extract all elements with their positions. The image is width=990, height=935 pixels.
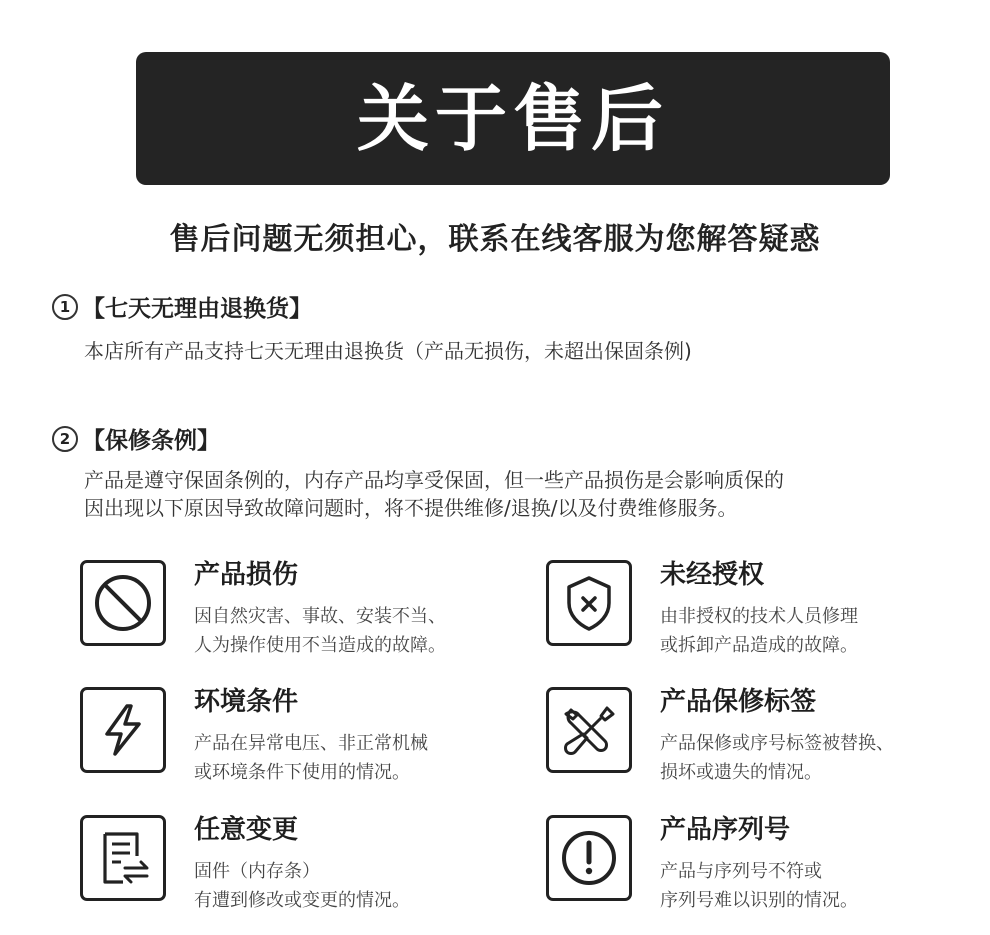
section-text-line: 因出现以下原因导致故障问题时，将不提供维修/退换/以及付费维修服务。 xyxy=(84,496,738,520)
tools-icon xyxy=(546,687,632,773)
card-serial-number xyxy=(546,815,946,915)
card-unauthorized xyxy=(546,560,946,660)
page-title: 关于售后 xyxy=(356,76,669,161)
card-desc-line: 序列号难以识别的情况。 xyxy=(660,890,858,911)
card-description xyxy=(194,857,410,915)
card-description xyxy=(194,729,428,787)
section-text-line: 产品是遵守保固条例的，内存产品均享受保固，但一些产品损伤是会影响质保的 xyxy=(84,468,784,492)
card-desc-line: 固件（内存条） xyxy=(194,861,320,882)
section-number: 2 xyxy=(52,426,78,452)
card-description xyxy=(660,729,894,787)
card-title: 产品保修标签 xyxy=(660,687,817,717)
section-text: 本店所有产品支持七天无理由退换货（产品无损伤，未超出保固条例) xyxy=(84,339,692,363)
card-environment xyxy=(80,687,480,787)
subtitle: 售后问题无须担心，联系在线客服为您解答疑惑 xyxy=(169,222,821,257)
section-body-return-policy xyxy=(84,337,944,365)
card-product-damage xyxy=(80,560,480,660)
shield-x-icon xyxy=(546,560,632,646)
card-title: 产品损伤 xyxy=(194,560,299,590)
card-desc-line: 产品保修或序号标签被替换、 xyxy=(660,733,894,754)
card-desc-line: 产品与序列号不符或 xyxy=(660,861,822,882)
card-modification xyxy=(80,815,480,915)
card-description xyxy=(660,602,858,660)
card-description xyxy=(660,857,858,915)
card-description xyxy=(194,602,446,660)
card-desc-line: 因自然灾害、事故、安装不当、 xyxy=(194,606,446,627)
card-desc-line: 有遭到修改或变更的情况。 xyxy=(194,890,410,911)
card-desc-line: 产品在异常电压、非正常机械 xyxy=(194,733,428,754)
section-heading-warranty xyxy=(52,422,220,455)
section-number: 1 xyxy=(52,294,78,320)
card-title: 环境条件 xyxy=(194,687,299,717)
section-title: 【七天无理由退换货】 xyxy=(82,296,312,322)
card-desc-line: 或拆卸产品造成的故障。 xyxy=(660,635,858,656)
card-warranty-label xyxy=(546,687,946,787)
card-title: 产品序列号 xyxy=(660,815,791,845)
card-title: 任意变更 xyxy=(194,815,299,845)
document-swap-icon xyxy=(80,815,166,901)
header-banner xyxy=(136,52,890,185)
section-title: 【保修条例】 xyxy=(82,428,220,454)
card-desc-line: 由非授权的技术人员修理 xyxy=(660,606,858,627)
card-title: 未经授权 xyxy=(660,560,765,590)
section-body-warranty xyxy=(84,466,944,522)
card-desc-line: 或环境条件下使用的情况。 xyxy=(194,762,410,783)
exclamation-circle-icon xyxy=(546,815,632,901)
card-desc-line: 人为操作使用不当造成的故障。 xyxy=(194,635,446,656)
prohibited-icon xyxy=(80,560,166,646)
section-heading-return-policy xyxy=(52,290,312,323)
lightning-icon xyxy=(80,687,166,773)
card-desc-line: 损坏或遗失的情况。 xyxy=(660,762,822,783)
